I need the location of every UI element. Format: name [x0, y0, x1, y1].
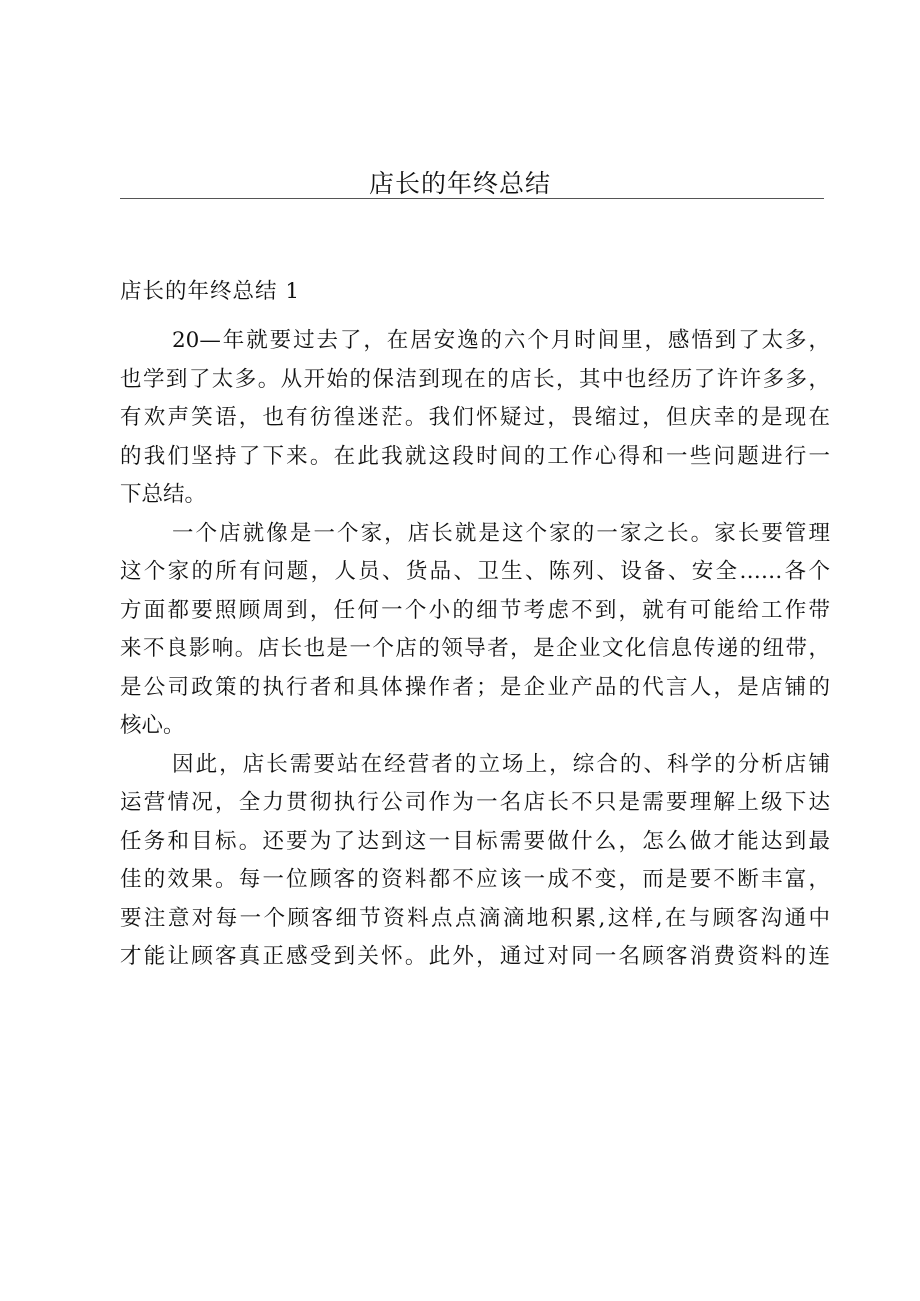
paragraph-line: 有欢声笑语，也有彷徨迷茫。我们怀疑过，畏缩过，但庆幸的是现在: [120, 405, 830, 430]
paragraph-line: 这个家的所有问题，人员、货品、卫生、陈列、设备、安全……各个: [120, 559, 830, 584]
paragraph-line: 运营情况，全力贯彻执行公司作为一名店长不只是需要理解上级下达: [120, 790, 830, 815]
paragraph-line: 的我们坚持了下来。在此我就这段时间的工作心得和一些问题进行一: [120, 443, 830, 469]
paragraph-line: 20—年就要过去了，在居安逸的六个月时间里，感悟到了太多，: [172, 328, 830, 353]
section-heading: 店长的年终总结 1: [120, 279, 301, 304]
paragraph-line: 因此，店长需要站在经营者的立场上，综合的、科学的分析店铺: [172, 751, 830, 777]
paragraph-line: 才能让顾客真正感受到关怀。此外，通过对同一名顾客消费资料的连: [120, 944, 830, 969]
paragraph-line: 方面都要照顾周到，任何一个小的细节考虑不到，就有可能给工作带: [120, 597, 830, 623]
document-title: 店长的年终总结: [368, 169, 551, 198]
paragraph-line: 要注意对每一个顾客细节资料点点滴滴地积累,这样,在与顾客沟通中: [120, 905, 830, 931]
paragraph-line: 一个店就像是一个家，店长就是这个家的一家之长。家长要管理: [172, 520, 830, 546]
paragraph-line: 来不良影响。店长也是一个店的领导者，是企业文化信息传递的纽带，: [120, 636, 830, 661]
paragraph-line: 核心。: [120, 713, 185, 738]
paragraph-line: 是公司政策的执行者和具体操作者；是企业产品的代言人，是店铺的: [120, 674, 830, 700]
paragraph: [120, 746, 830, 977]
title-divider: [120, 198, 824, 199]
paragraph-line: 下总结。: [120, 482, 207, 507]
paragraph: [120, 322, 830, 515]
paragraph-line: 任务和目标。还要为了达到这一目标需要做什么，怎么做才能达到最: [120, 828, 830, 854]
paragraph-line: 也学到了太多。从开始的保洁到现在的店长，其中也经历了许许多多，: [120, 366, 830, 392]
paragraph-line: 佳的效果。每一位顾客的资料都不应该一成不变，而是要不断丰富，: [120, 867, 830, 892]
document-body: [120, 322, 830, 977]
paragraph: [120, 515, 830, 746]
